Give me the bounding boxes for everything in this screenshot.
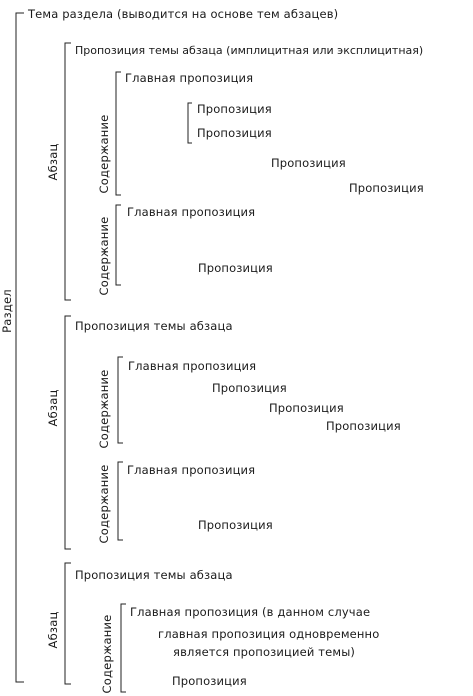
main-proposition-line-2: главная пропозиция одновременно [158, 627, 380, 641]
sub-proposition-bracket [188, 103, 192, 143]
paragraph-label: Абзац [46, 389, 60, 427]
paragraph-label: Абзац [46, 611, 60, 649]
proposition: Пропозиция [271, 156, 346, 170]
paragraph-2-bracket [65, 316, 71, 549]
proposition: Пропозиция [197, 102, 272, 116]
proposition: Пропозиция [172, 674, 247, 688]
content-1-2-bracket [116, 205, 121, 285]
main-proposition: Главная пропозиция [127, 463, 256, 477]
content-label: Содержание [97, 369, 111, 449]
paragraph-topic: Пропозиция темы абзаца [75, 568, 233, 582]
content-label: Содержание [97, 216, 111, 296]
main-proposition-line-3: является пропозицией темы) [173, 645, 356, 659]
paragraph-topic: Пропозиция темы абзаца (имплицитная или эксплицитная) [75, 44, 424, 57]
main-proposition-line-1: Главная пропозиция (в данном случае [130, 605, 371, 619]
paragraph-1-bracket [65, 43, 71, 300]
content-3-1-bracket [121, 604, 126, 692]
proposition: Пропозиция [197, 126, 272, 140]
content-label: Содержание [97, 114, 111, 194]
paragraph-topic: Пропозиция темы абзаца [75, 319, 233, 333]
content-1-1-bracket [116, 72, 121, 195]
content-2-1-bracket [118, 357, 123, 443]
proposition: Пропозиция [349, 181, 424, 195]
proposition: Пропозиция [269, 401, 344, 415]
main-proposition: Главная пропозиция [128, 359, 257, 373]
proposition: Пропозиция [326, 419, 401, 433]
content-label: Содержание [100, 614, 114, 694]
main-proposition: Главная пропозиция [125, 71, 254, 85]
content-2-2-bracket [118, 462, 123, 540]
proposition: Пропозиция [198, 518, 273, 532]
content-label: Содержание [97, 464, 111, 544]
section-topic: Тема раздела (выводится на основе тем абзацев) [28, 7, 339, 21]
proposition: Пропозиция [198, 261, 273, 275]
section-bracket [16, 13, 24, 682]
proposition: Пропозиция [212, 381, 287, 395]
section-label: Раздел [0, 289, 14, 333]
main-proposition: Главная пропозиция [127, 205, 256, 219]
paragraph-label: Абзац [46, 143, 60, 181]
paragraph-3-bracket [65, 563, 71, 684]
